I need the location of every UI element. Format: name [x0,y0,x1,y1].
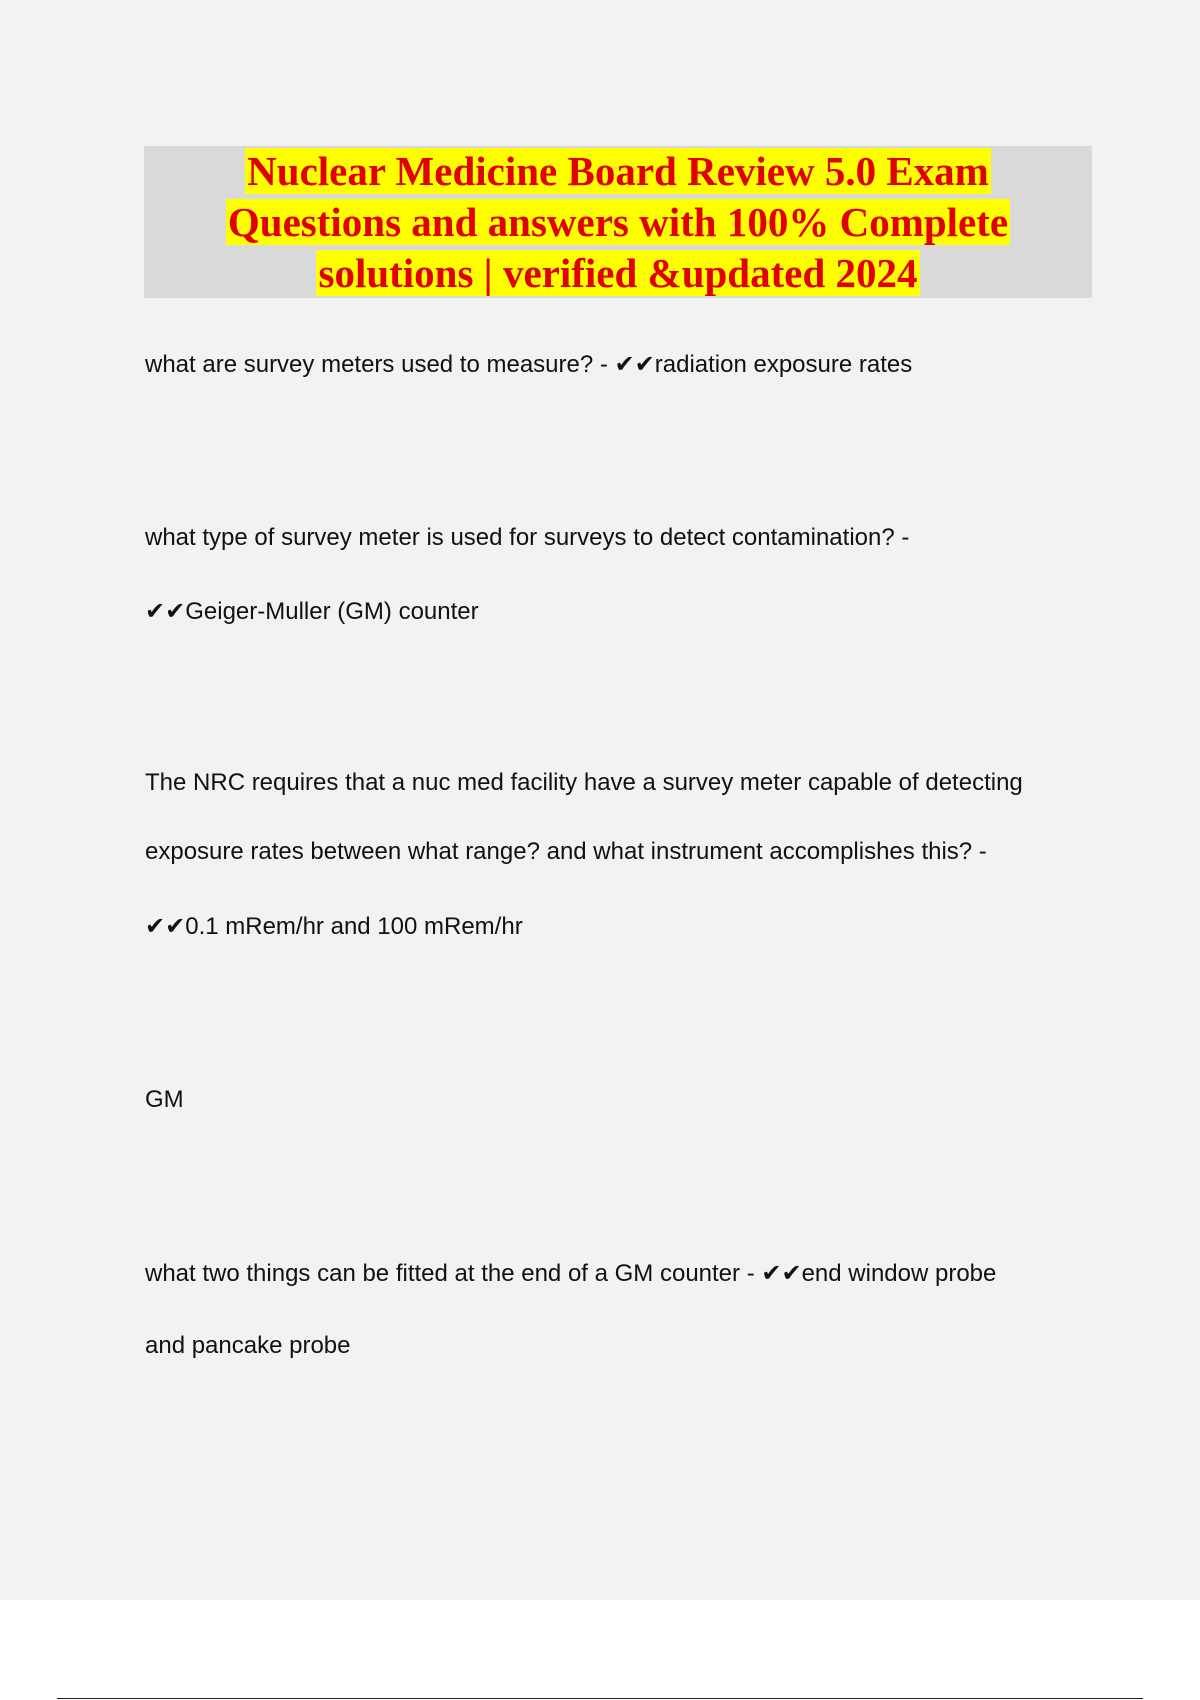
title-line-1: Nuclear Medicine Board Review 5.0 Exam [247,148,989,194]
document-title [144,146,1092,298]
title-line-3: solutions | verified &updated 2024 [318,250,918,296]
title-line-2: Questions and answers with 100% Complete [227,199,1009,245]
qa-gm-fittings-answer: and pancake probe [145,1332,351,1359]
qa-gm-fittings-question: what two things can be fitted at the end of a GM counter - ✔✔end window probe [145,1260,997,1287]
qa-instrument-answer: GM [145,1086,184,1113]
qa-nrc-range-question-line-1: The NRC requires that a nuc med facility have a survey meter capable of detecting [145,769,1023,796]
qa-contamination-meter-answer: ✔✔Geiger-Muller (GM) counter [145,598,479,625]
qa-contamination-meter-question: what type of survey meter is used for surveys to detect contamination? - [145,524,910,551]
page-divider [57,1698,1143,1699]
qa-nrc-range-answer: ✔✔0.1 mRem/hr and 100 mRem/hr [145,913,523,940]
qa-survey-meters-measure: what are survey meters used to measure? - ✔✔radiation exposure rates [145,351,913,378]
qa-nrc-range-question-line-2: exposure rates between what range? and what instrument accomplishes this? - [145,838,987,865]
